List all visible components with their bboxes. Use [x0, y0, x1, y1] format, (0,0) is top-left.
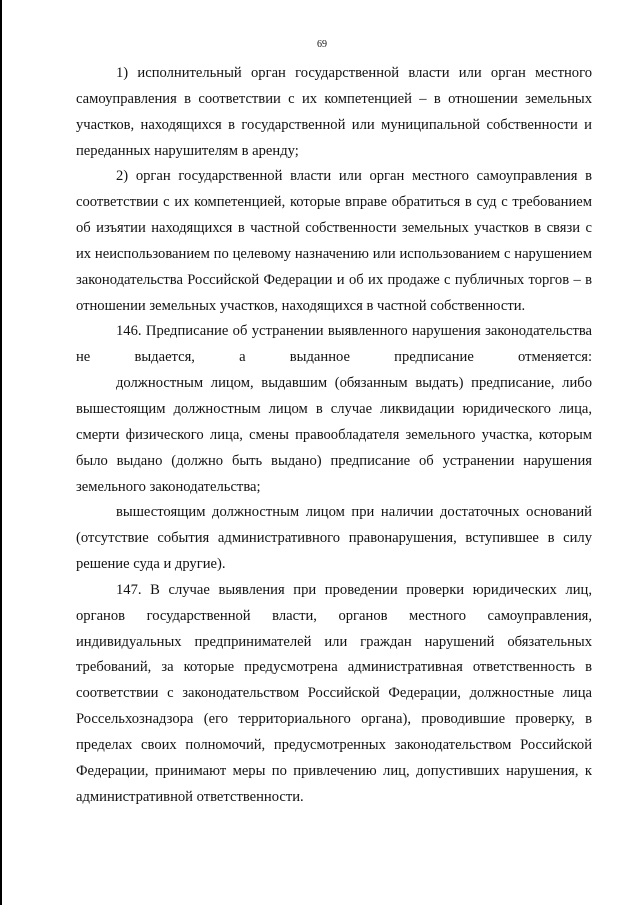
paragraph-item-2: 2) орган государственной власти или орган местного самоуправления в соответствии с их компетенцией, которые вправе обратиться в суд с требованием об изъятии находящихся в частной собственности земельных участков в связи с их неиспользованием по целевому назначению или использованием с нарушением законодательства Российской Федерации и об их продаже с публичных торгов – в отношении земельных участков, находящихся в частной собственности. [76, 168, 592, 314]
paragraph-147: 147. В случае выявления при проведении проверки юридических лиц, органов государственной власти, органов местного самоуправления, индивидуальных предпринимателей или граждан нарушений обязательных требований, за которые предусмотрена административная ответственность в соответствии с законодательством Российской Федерации, должностные лица Россельхознадзора (его территориального органа), проводившие проверку, в пределах своих полномочий, предусмотренных законодательством Российской Федерации, принимают меры по привлечению лиц, допустивших нарушения, к административной ответственности. [76, 581, 592, 805]
page-number: 69 [317, 39, 327, 50]
paragraph-146: 146. Предписание об устранении выявленного нарушения законодательства не выдается, а выданное предписание отменяется: [76, 323, 592, 366]
paragraph-item-1: 1) исполнительный орган государственной власти или орган местного самоуправления в соответствии с их компетенцией – в отношении земельных участков, находящихся в государственной или муниципальной собственности и переданных нарушителям в аренду; [76, 65, 592, 159]
document-body [76, 61, 592, 810]
paragraph-146-case-2: вышестоящим должностным лицом при наличии достаточных оснований (отсутствие события административного правонарушения, вступившее в силу решение суда и другие). [76, 504, 592, 573]
paragraph-146-case-1: должностным лицом, выдавшим (обязанным выдать) предписание, либо вышестоящим должностным лицом в случае ликвидации юридического лица, смерти физического лица, смены правообладателя земельного участка, которым было выдано (должно быть выдано) предписание об устранении нарушения земельного законодательства; [76, 375, 592, 495]
